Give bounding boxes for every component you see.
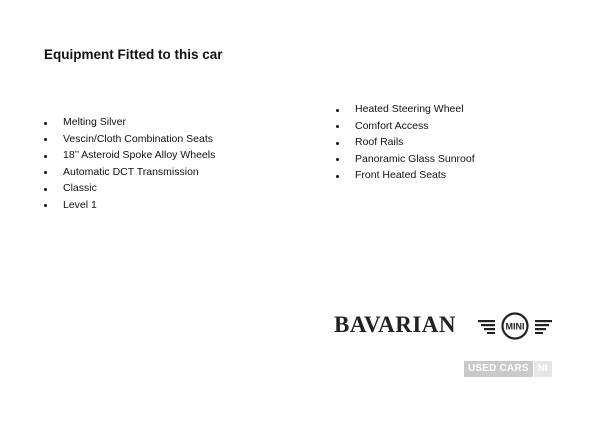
equipment-item-label: Automatic DCT Transmission	[63, 165, 199, 178]
equipment-item-label: 18’’ Asteroid Spoke Alloy Wheels	[63, 149, 216, 162]
equipment-item	[44, 131, 215, 148]
equipment-item-label: Heated Steering Wheel	[355, 103, 464, 115]
bullet-icon	[44, 155, 47, 158]
page-title: Equipment Fitted to this car	[44, 47, 223, 62]
equipment-item	[44, 164, 215, 181]
equipment-list-right	[336, 101, 475, 184]
bullet-icon	[336, 158, 339, 161]
equipment-list-left	[44, 114, 215, 214]
bullet-icon	[44, 204, 47, 207]
equipment-item	[336, 101, 475, 118]
equipment-item-label: Classic	[63, 182, 97, 195]
used-cars-label: USED CARS	[464, 361, 533, 377]
equipment-item-label: Level 1	[63, 198, 97, 211]
equipment-item-label: Front Heated Seats	[355, 169, 447, 182]
bullet-icon	[44, 138, 47, 141]
equipment-item-label: Panoramic Glass Sunroof	[355, 152, 475, 165]
region-label: NI	[533, 361, 552, 377]
bullet-icon	[44, 122, 47, 125]
equipment-item	[336, 134, 475, 151]
equipment-item-label: Vescin/Cloth Combination Seats	[63, 132, 213, 145]
mini-logo-icon	[478, 311, 552, 341]
equipment-item-label: Roof Rails	[355, 136, 404, 149]
equipment-item	[44, 180, 215, 197]
equipment-item	[44, 197, 215, 214]
equipment-item	[336, 167, 475, 184]
equipment-item-label: Melting Silver	[63, 116, 127, 128]
bullet-icon	[336, 175, 339, 178]
equipment-item	[336, 151, 475, 168]
bullet-icon	[44, 188, 47, 191]
bullet-icon	[336, 109, 339, 112]
bullet-icon	[44, 171, 47, 174]
bullet-icon	[336, 125, 339, 128]
dealer-name: BAVARIAN	[334, 312, 457, 337]
equipment-item-label: Comfort Access	[355, 119, 429, 132]
used-cars-badge	[464, 361, 552, 377]
mini-logo-text: MINI	[505, 321, 525, 332]
bullet-icon	[336, 142, 339, 145]
equipment-item	[336, 118, 475, 135]
equipment-item	[44, 114, 215, 131]
equipment-item	[44, 147, 215, 164]
